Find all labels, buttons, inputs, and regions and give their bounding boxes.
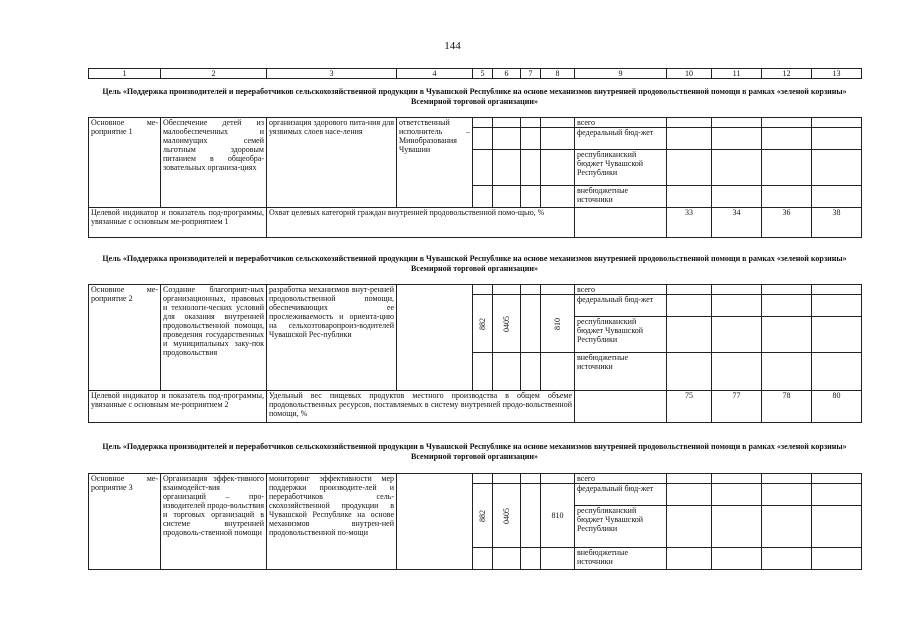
indicator-value: 34 [712,208,762,238]
grbs-code: 882 [478,509,487,522]
source-total: всего [575,474,667,484]
indicator-value: 80 [812,391,862,423]
vr-code: 810 [541,484,575,548]
col-num: 12 [762,69,812,79]
responsible [397,285,473,391]
source-republic: республиканский бюджет Чувашской Республики [575,506,667,548]
activity-title: Создание благоприят-ных организационных, правовых и технологи-ческих условий для оказания внутренней продовольственной помощи, проведения государственных и муниципальных заку-пок продовольствия [161,285,267,391]
goal-title: Цель «Поддержка производителей и переработчиков сельскохозяйственной продукции в Чувашской Республике на основе механизмов внутренней продовольственной помощи в рамках «зеленой корзины» Всемирной торговой организации» [102,254,847,273]
vr-code: 810 [553,317,562,330]
col-num: 8 [541,69,575,79]
goal-title: Цель «Поддержка производителей и переработчиков сельскохозяйственной продукции в Чувашской Республике на основе механизмов внутренней продовольственной помощи в рамках «зеленой корзины» Всемирной торговой организации» [102,87,847,106]
responsible: ответственный исполнитель – Минобразования Чувашии [397,118,473,208]
source-federal: федеральный бюд-жет [575,484,667,506]
col-num: 5 [473,69,493,79]
page-number: 144 [444,40,461,52]
source-extra: внебюджетные источники [575,186,667,208]
col-num: 11 [712,69,762,79]
activity-name: Основное ме-роприятие 1 [89,118,161,208]
rz-code: 0405 [502,315,511,332]
indicator-value: 36 [762,208,812,238]
cs-code [521,484,541,548]
activity-title: Организация эффек-тивного взаимодейст-вия организаций – про-изводителей продо-вольствия и торговых организаций в системе внутренней продоволь-ственной помощи [161,474,267,570]
section-table-1 [88,117,862,238]
cs-code [521,295,541,353]
col-num: 3 [267,69,397,79]
col-num: 13 [812,69,862,79]
col-num: 9 [575,69,667,79]
header-table [88,68,862,79]
col-num: 4 [397,69,473,79]
indicator-label: Целевой индикатор и показатель под-программы, увязанные с основным ме-роприятием 2 [89,391,267,423]
indicator-value: 78 [762,391,812,423]
responsible [397,474,473,570]
expected-result: мониторинг эффективности мер поддержки производите-лей и переработчиков сель-скохозяйственной продукции в Чувашской Республике на основе механизмов внутрен-ней продовольственной по-мощи [267,474,397,570]
goal-title: Цель «Поддержка производителей и переработчиков сельскохозяйственной продукции в Чувашской Республике на основе механизмов внутренней продовольственной помощи в рамках «зеленой корзины» Всемирной торговой организации» [102,442,847,461]
indicator-value: 75 [667,391,712,423]
expected-result: организация здорового пита-ния для уязвимых слоев насе-ления [267,118,397,208]
source-republic: республиканский бюджет Чувашской Республики [575,317,667,353]
source-extra: внебюджетные источники [575,353,667,391]
activity-name: Основное ме-роприятие 3 [89,474,161,570]
grbs-code: 882 [478,317,487,330]
indicator-text: Охват целевых категорий граждан внутренней продовольственной помо-щью, % [267,208,575,238]
indicator-value: 77 [712,391,762,423]
col-num: 6 [493,69,521,79]
indicator-text: Удельный вес пищевых продуктов местного производства в общем объеме продовольственных ресурсов, поставляемых в систему внутренней продо-вольственной помощи, % [267,391,575,423]
source-total: всего [575,118,667,128]
source-federal: федеральный бюд-жет [575,295,667,317]
indicator-value: 33 [667,208,712,238]
activity-name: Основное ме-роприятие 2 [89,285,161,391]
col-num: 7 [521,69,541,79]
source-federal: федеральный бюд-жет [575,128,667,150]
col-num: 10 [667,69,712,79]
section-table-2 [88,284,862,423]
source-extra: внебюджетные источники [575,548,667,570]
indicator-value: 38 [812,208,862,238]
indicator-label: Целевой индикатор и показатель под-программы, увязанные с основным ме-роприятием 1 [89,208,267,238]
activity-title: Обеспечение детей из малообеспеченных и малоимущих семей льготным здоровым питанием в общеобра-зовательных организа-циях [161,118,267,208]
column-number-row [89,69,862,79]
col-num: 1 [89,69,161,79]
rz-code: 0405 [502,507,511,524]
source-total: всего [575,285,667,295]
source-republic: республиканский бюджет Чувашской Республики [575,150,667,186]
col-num: 2 [161,69,267,79]
expected-result: разработка механизмов внут-ренней продовольственной помощи, обеспечивающих ее прослеживаемость и ориента-цию на сельхозтоваропроиз-водителей Чувашской Рес-публики [267,285,397,391]
section-table-3 [88,473,862,570]
